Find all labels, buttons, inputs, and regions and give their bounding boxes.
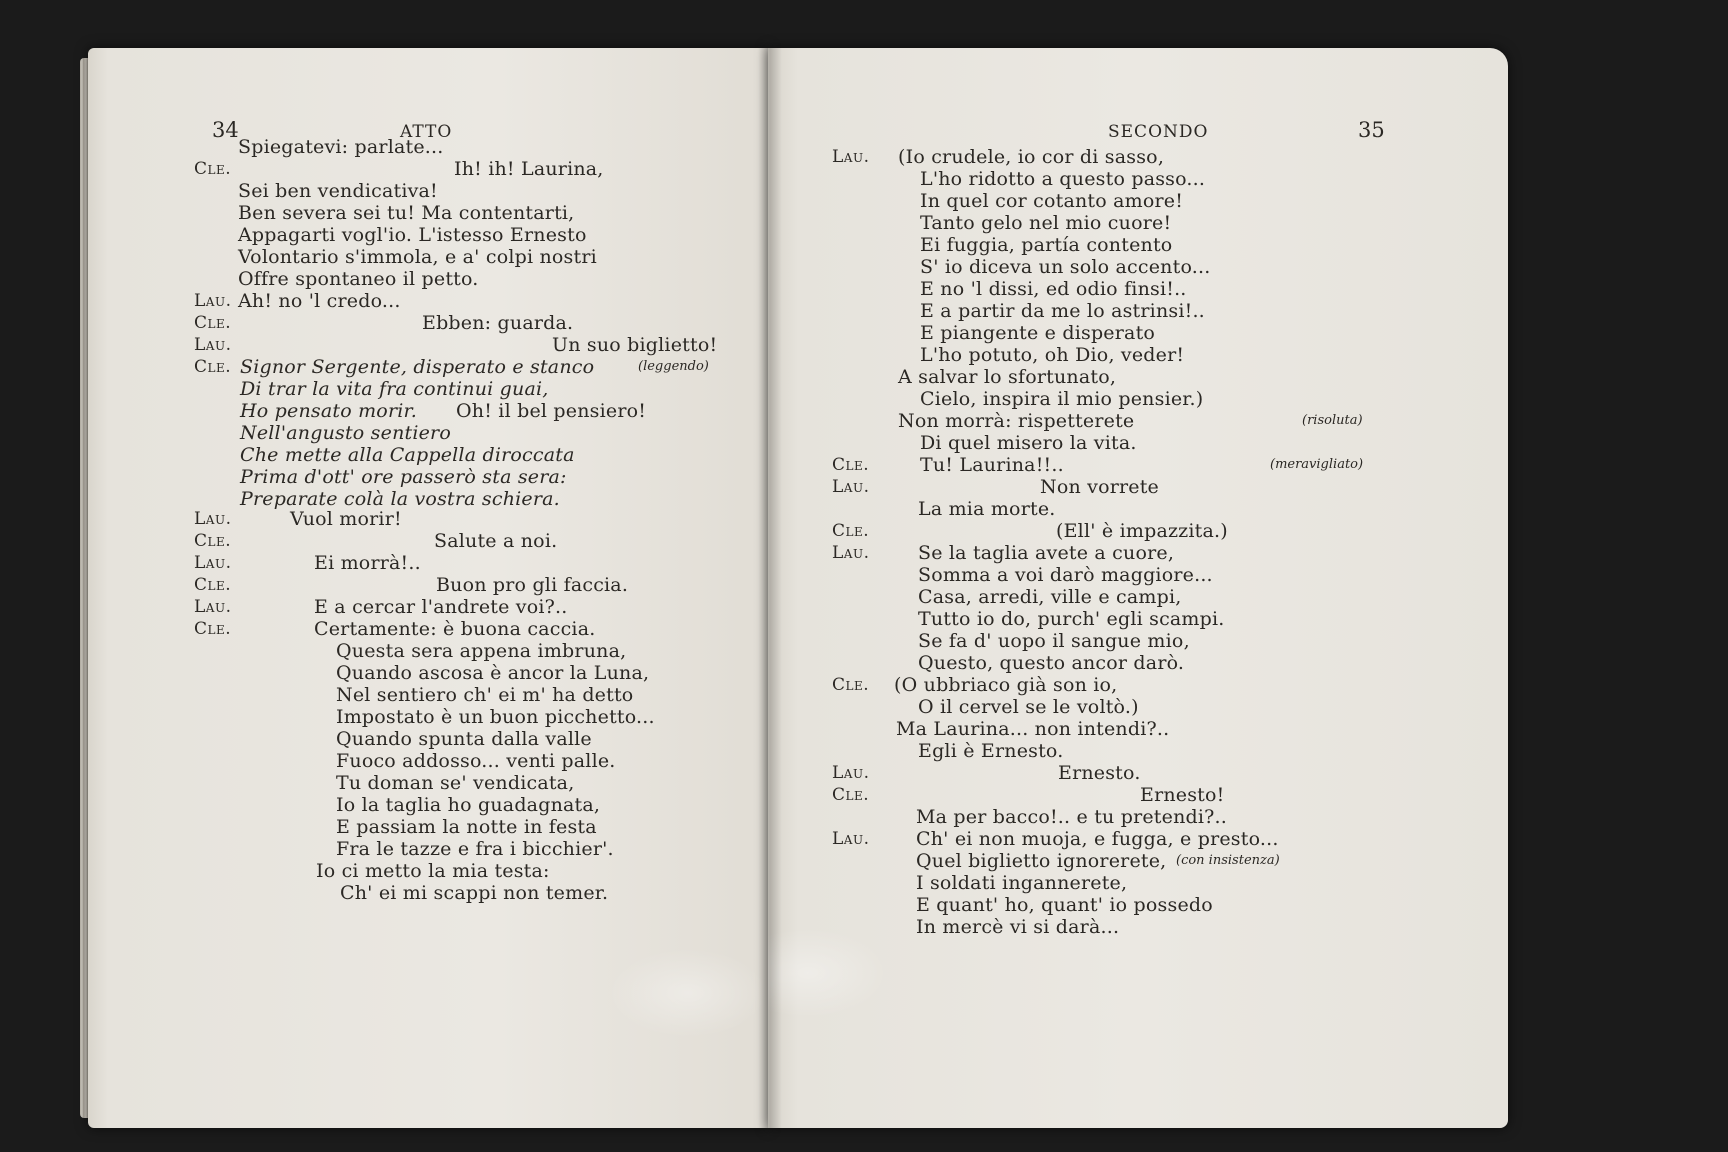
verse-line: (Ell' è impazzita.) [1056,520,1228,542]
verse-line: A salvar lo sfortunato, [898,366,1117,388]
verse-line: Quando spunta dalla valle [336,728,592,750]
verse-line: Se fa d' uopo il sangue mio, [918,630,1190,652]
speaker-label: Lau. [832,477,870,497]
speaker-label: Cle. [832,455,870,475]
page-number: 35 [1358,118,1385,142]
verse-line: Quando ascosa è ancor la Luna, [336,662,650,684]
open-book [88,48,1428,1128]
verse-line: Sei ben vendicativa! [238,180,438,202]
speaker-label: Lau. [194,553,232,573]
verse-line: Tu! Laurina!!.. [920,454,1064,476]
verse-line: Spiegatevi: parlate... [238,136,444,158]
speaker-label: Lau. [832,763,870,783]
letter-line: Che mette alla Cappella diroccata [240,444,575,466]
speaker-label: Cle. [194,531,232,551]
verse-line: Somma a voi darò maggiore... [918,564,1213,586]
speaker-label: Cle. [194,313,232,333]
verse-line: Tu doman se' vendicata, [336,772,575,794]
speaker-label: Cle. [832,521,870,541]
speaker-label: Lau. [832,147,870,167]
verse-line: E no 'l dissi, ed odio finsi!.. [920,278,1187,300]
verse-line: Ebben: guarda. [422,312,574,334]
verse-line: E a partir da me lo astrinsi!.. [920,300,1205,322]
speaker-label: Lau. [194,509,232,529]
verse-line: In mercè vi si darà... [916,916,1120,938]
speaker-label: Lau. [194,597,232,617]
running-header: ATTO [400,122,453,142]
right-page [768,48,1508,1128]
speaker-label: Cle. [194,159,232,179]
stage-direction: (con insistenza) [1176,853,1280,868]
verse-line: L'ho ridotto a questo passo... [920,168,1206,190]
letter-line: Preparate colà la vostra schiera. [240,488,560,510]
verse-line: S' io diceva un solo accento... [920,256,1211,278]
verse-line: Ei morrà!.. [314,552,421,574]
verse-line: (O ubbriaco già son io, [894,674,1118,696]
verse-line: Tutto io do, purch' egli scampi. [918,608,1225,630]
letter-line: Di trar la vita fra continui guai, [240,378,549,400]
speaker-label: Lau. [194,291,232,311]
letter-line: Prima d'ott' ore passerò sta sera: [240,466,567,488]
verse-line: Ei fuggia, partía contento [920,234,1173,256]
verse-line: Questo, questo ancor darò. [918,652,1185,674]
verse-line: E piangente e disperato [920,322,1156,344]
verse-line: La mia morte. [918,498,1056,520]
stage-direction: (meravigliato) [1270,457,1364,472]
verse-line: Io ci metto la mia testa: [316,860,550,882]
speaker-label: Cle. [832,785,870,805]
verse-line: Quel biglietto ignorerete, [916,850,1167,872]
verse-line: In quel cor cotanto amore! [920,190,1184,212]
letter-line: Signor Sergente, disperato e stanco [240,356,595,378]
verse-line: Casa, arredi, ville e campi, [918,586,1182,608]
speaker-label: Lau. [194,335,232,355]
verse-line: Ah! no 'l credo... [238,290,401,312]
speaker-label: Cle. [194,619,232,639]
verse-line: O il cervel se le voltò.) [918,696,1139,718]
verse-line: Ma Laurina... non intendi?.. [896,718,1170,740]
verse-line: Io la taglia ho guadagnata, [336,794,601,816]
stage-direction: (leggendo) [638,359,709,374]
verse-line: Questa sera appena imbruna, [336,640,627,662]
left-page [88,48,768,1128]
verse-line: Di quel misero la vita. [920,432,1137,454]
verse-line: Ch' ei mi scappi non temer. [340,882,609,904]
verse-line: Certamente: è buona caccia. [314,618,596,640]
verse-line: E passiam la notte in festa [336,816,597,838]
speaker-label: Lau. [832,829,870,849]
verse-line: Non morrà: rispetterete [898,410,1135,432]
verse-line: Appagarti vogl'io. L'istesso Ernesto [238,224,587,246]
speaker-label: Lau. [832,543,870,563]
verse-line: Ma per bacco!.. e tu pretendi?.. [916,806,1228,828]
book-gutter [758,48,782,1128]
verse-line: Egli è Ernesto. [918,740,1064,762]
speaker-label: Cle. [832,675,870,695]
verse-line: Volontario s'immola, e a' colpi nostri [238,246,597,268]
verse-line: Ernesto! [1140,784,1225,806]
paper-crease [608,948,768,1038]
verse-line: E a cercar l'andrete voi?.. [314,596,568,618]
verse-line: Un suo biglietto! [552,334,718,356]
letter-line: Ho pensato morir. [240,400,417,422]
verse-line: Ch' ei non muoja, e fugga, e presto... [916,828,1279,850]
verse-line: Non vorrete [1040,476,1160,498]
verse-line: Salute a noi. [434,530,558,552]
verse-line: Tanto gelo nel mio cuore! [920,212,1172,234]
verse-line: E quant' ho, quant' io possedo [916,894,1213,916]
verse-line: L'ho potuto, oh Dio, veder! [920,344,1185,366]
verse-line: I soldati ingannerete, [916,872,1128,894]
paper-crease [768,928,888,1018]
verse-line: Offre spontaneo il petto. [238,268,479,290]
verse-line: Ih! ih! Laurina, [454,158,604,180]
verse-line: Nel sentiero ch' ei m' ha detto [336,684,634,706]
verse-line: Impostato è un buon picchetto... [336,706,655,728]
verse-line: Ernesto. [1058,762,1141,784]
letter-line: Nell'angusto sentiero [240,422,451,444]
verse-line: Oh! il bel pensiero! [456,400,647,422]
verse-line: (Io crudele, io cor di sasso, [898,146,1165,168]
verse-line: Se la taglia avete a cuore, [918,542,1175,564]
verse-line: Buon pro gli faccia. [436,574,629,596]
stage-direction: (risoluta) [1302,413,1363,428]
verse-line: Fuoco addosso... venti palle. [336,750,616,772]
speaker-label: Cle. [194,357,232,377]
speaker-label: Cle. [194,575,232,595]
page-number: 34 [212,118,239,142]
verse-line: Vuol morir! [290,508,402,530]
verse-line: Cielo, inspira il mio pensier.) [920,388,1204,410]
verse-line: Fra le tazze e fra i bicchier'. [336,838,614,860]
verse-line: Ben severa sei tu! Ma contentarti, [238,202,575,224]
running-header: SECONDO [1108,122,1209,142]
